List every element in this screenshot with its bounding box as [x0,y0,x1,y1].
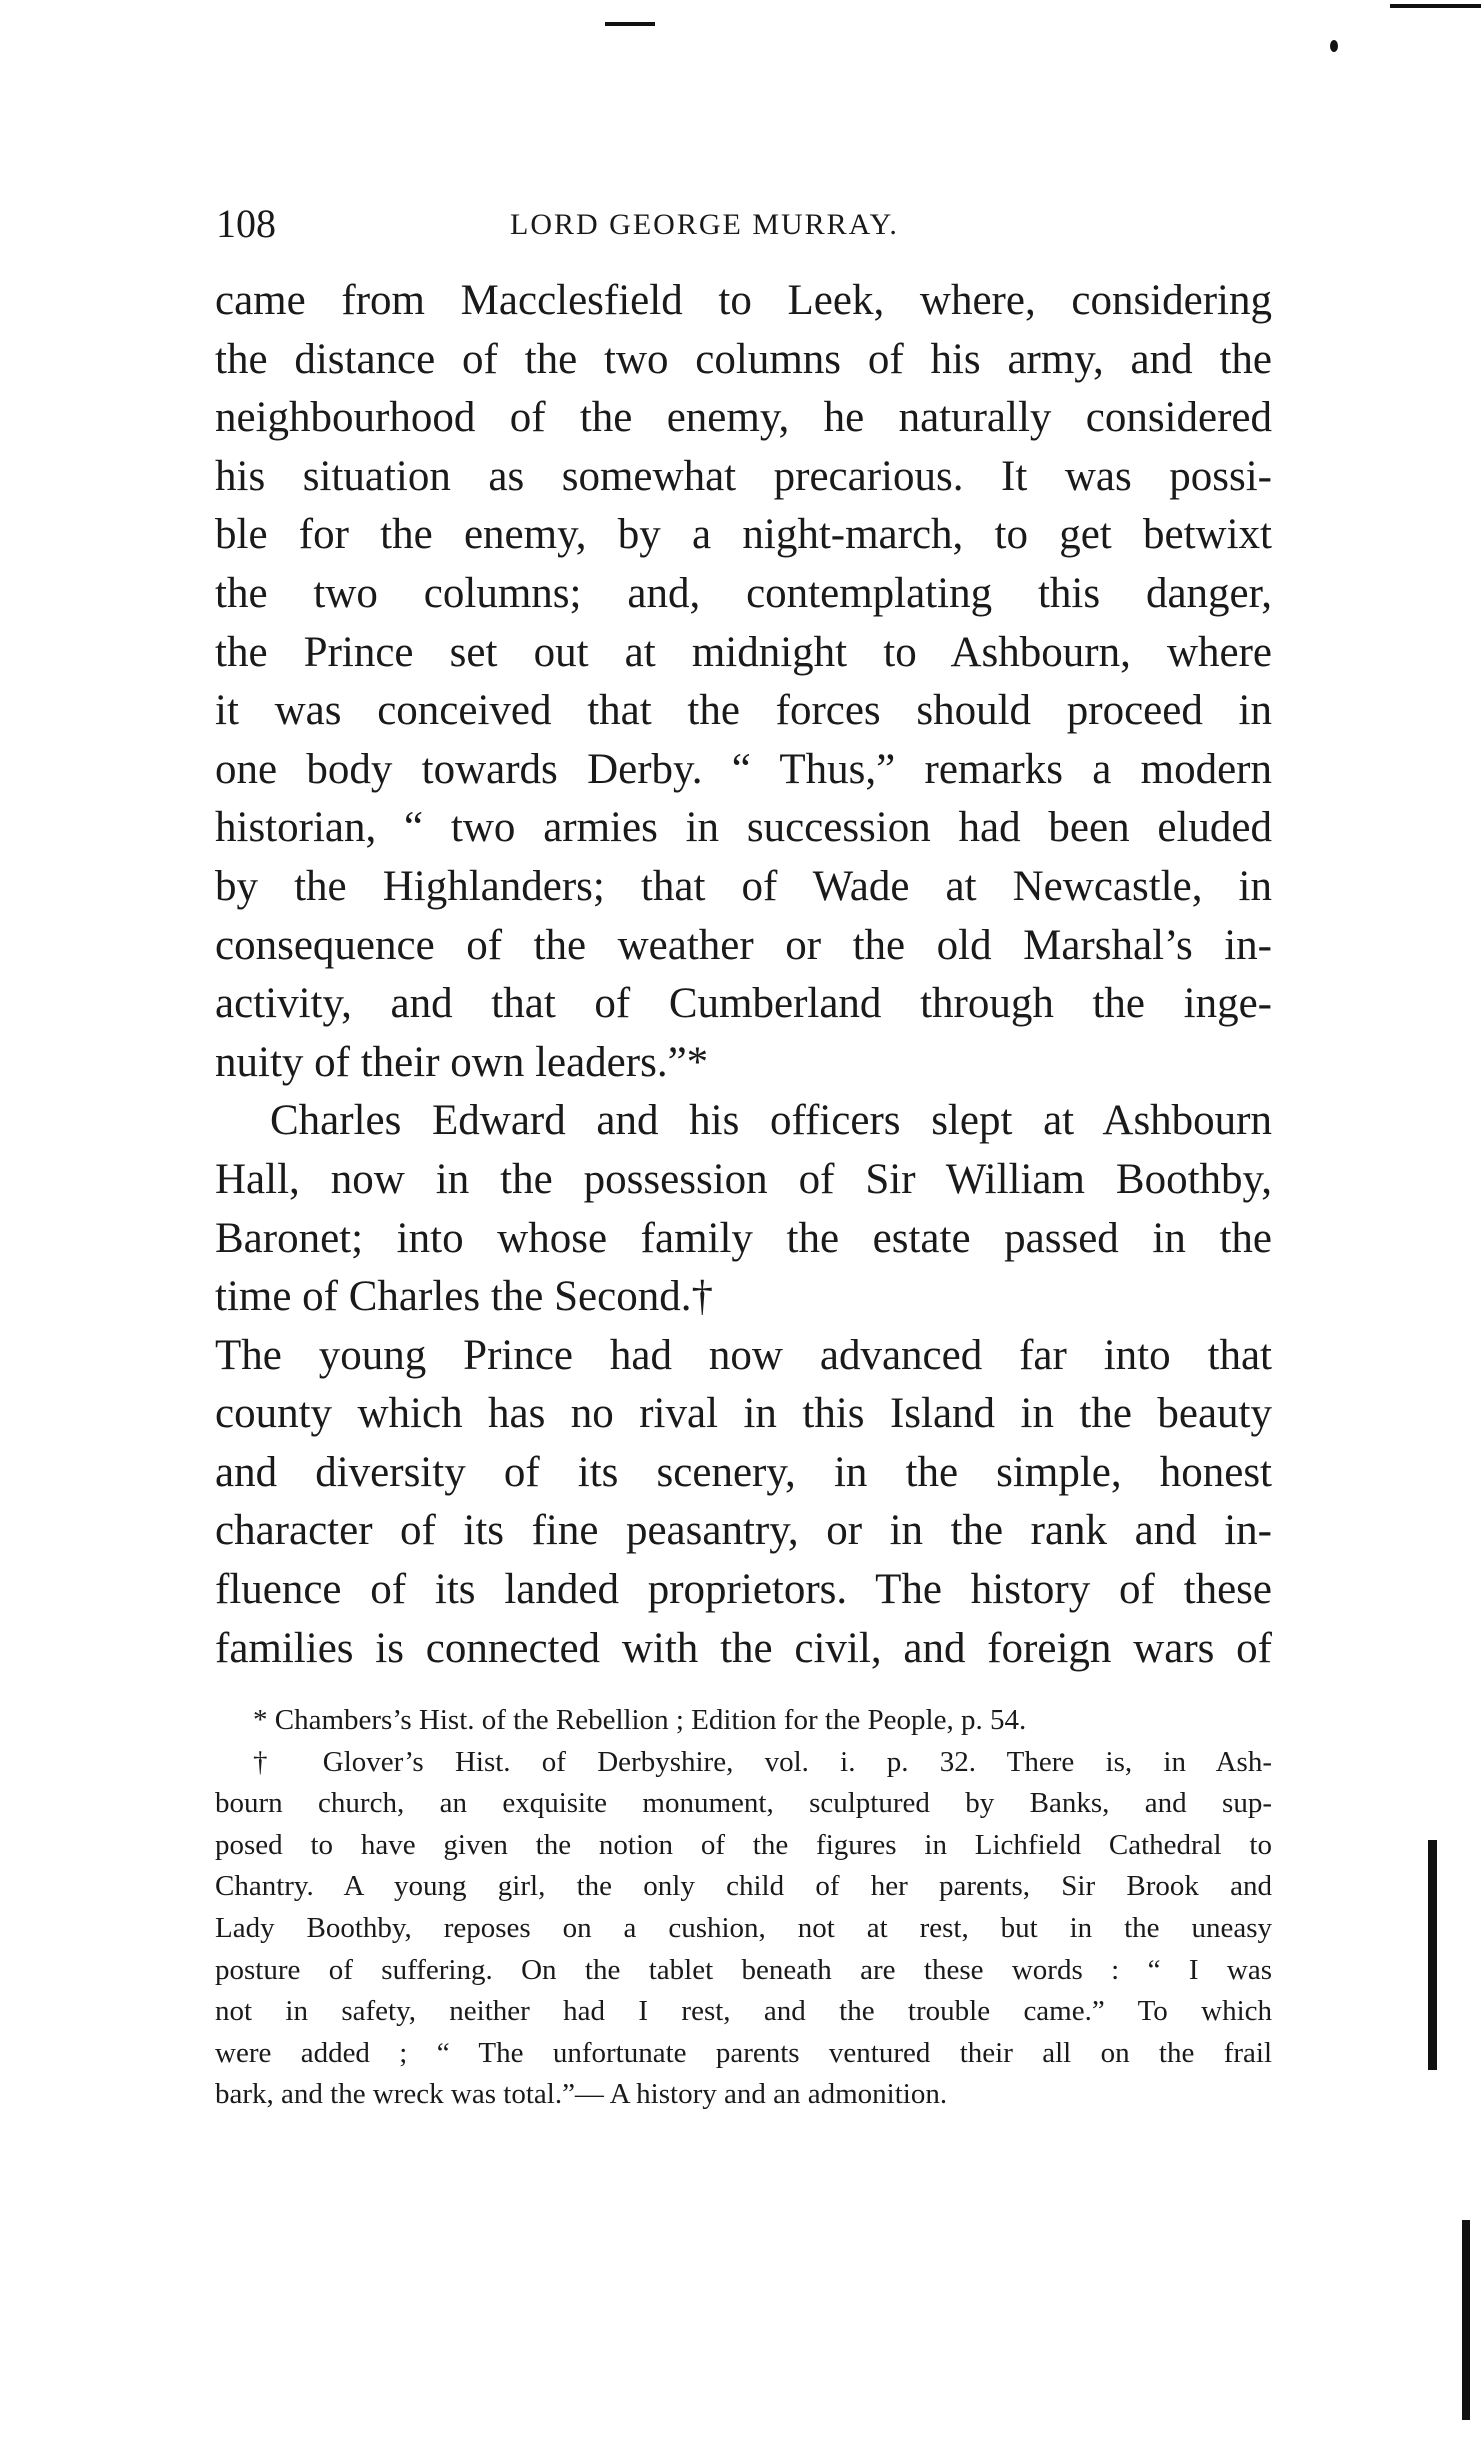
scan-edge-bar [1462,2220,1470,2420]
scan-mark-top-right [1390,4,1481,8]
body-line: time of Charles the Second.† [215,1273,713,1321]
body-line: county which has no rival in this Island in the beauty [215,1390,1272,1438]
body-text [215,272,1272,1678]
body-line: came from Macclesfield to Leek, where, considering [215,277,1272,324]
body-line: historian, “ two armies in succession had been eluded [215,804,1272,852]
footnote-line: † Glover’s Hist. of Derbyshire, vol. i. p. 32. There is, in Ash- [253,1745,1272,1778]
body-line: consequence of the weather or the old Marshal’s in- [215,921,1272,969]
body-line: The young Prince had now advanced far into that [215,1331,1272,1379]
footnote-line: Lady Boothby, reposes on a cushion, not at rest, but in the uneasy [215,1911,1272,1944]
body-line: one body towards Derby. “ Thus,” remarks a modern [215,745,1272,793]
body-line: Baronet; into whose family the estate passed in the [215,1214,1272,1262]
footnote-line: posture of suffering. On the tablet beneath are these words : “ I was [215,1953,1272,1986]
footnote-line: Chantry. A young girl, the only child of her parents, Sir Brook and [215,1870,1272,1903]
body-line: character of its fine peasantry, or in the rank and in- [215,1507,1272,1555]
footnote-line: bark, and the wreck was total.”— A history and an admonition. [215,2078,948,2111]
footnote-line: not in safety, neither had I rest, and the trouble came.” To which [215,1995,1272,2028]
footnote-line: posed to have given the notion of the figures in Lichfield Cathedral to [215,1828,1272,1861]
footnote-line: bourn church, an exquisite monument, sculptured by Banks, and sup- [215,1787,1272,1820]
body-line: nuity of their own leaders.”* [215,1038,709,1086]
body-line: activity, and that of Cumberland through the inge- [215,980,1272,1028]
body-line: families is connected with the civil, and foreign wars of [215,1624,1272,1672]
footnote-line: * Chambers’s Hist. of the Rebellion ; Edition for the People, p. 54. [253,1704,1027,1736]
body-line: the distance of the two columns of his army, and the [215,335,1272,383]
footnote-line: were added ; “ The unfortunate parents ventured their all on the frail [215,2036,1272,2069]
page-number: 108 [216,201,276,246]
footnotes [215,1700,1272,2116]
body-line: and diversity of its scenery, in the simple, honest [215,1448,1272,1496]
scan-speck [1330,40,1338,52]
running-title: LORD GEORGE MURRAY. [510,208,899,241]
body-line: by the Highlanders; that of Wade at Newcastle, in [215,862,1272,910]
body-line: Hall, now in the possession of Sir William Boothby, [215,1155,1272,1203]
body-line: it was conceived that the forces should proceed in [215,687,1272,735]
body-line: fluence of its landed proprietors. The history of these [215,1566,1272,1614]
body-line: the two columns; and, contemplating this danger, [215,569,1272,617]
scan-edge-bar [1428,1840,1437,2070]
body-line: Charles Edward and his officers slept at Ashbourn [270,1097,1272,1145]
body-line: neighbourhood of the enemy, he naturally considered [215,394,1272,442]
body-line: his situation as somewhat precarious. It was possi- [215,452,1272,500]
body-line: the Prince set out at midnight to Ashbourn, where [215,628,1272,676]
body-line: ble for the enemy, by a night-march, to get betwixt [215,511,1272,559]
scan-mark-top [605,22,655,26]
